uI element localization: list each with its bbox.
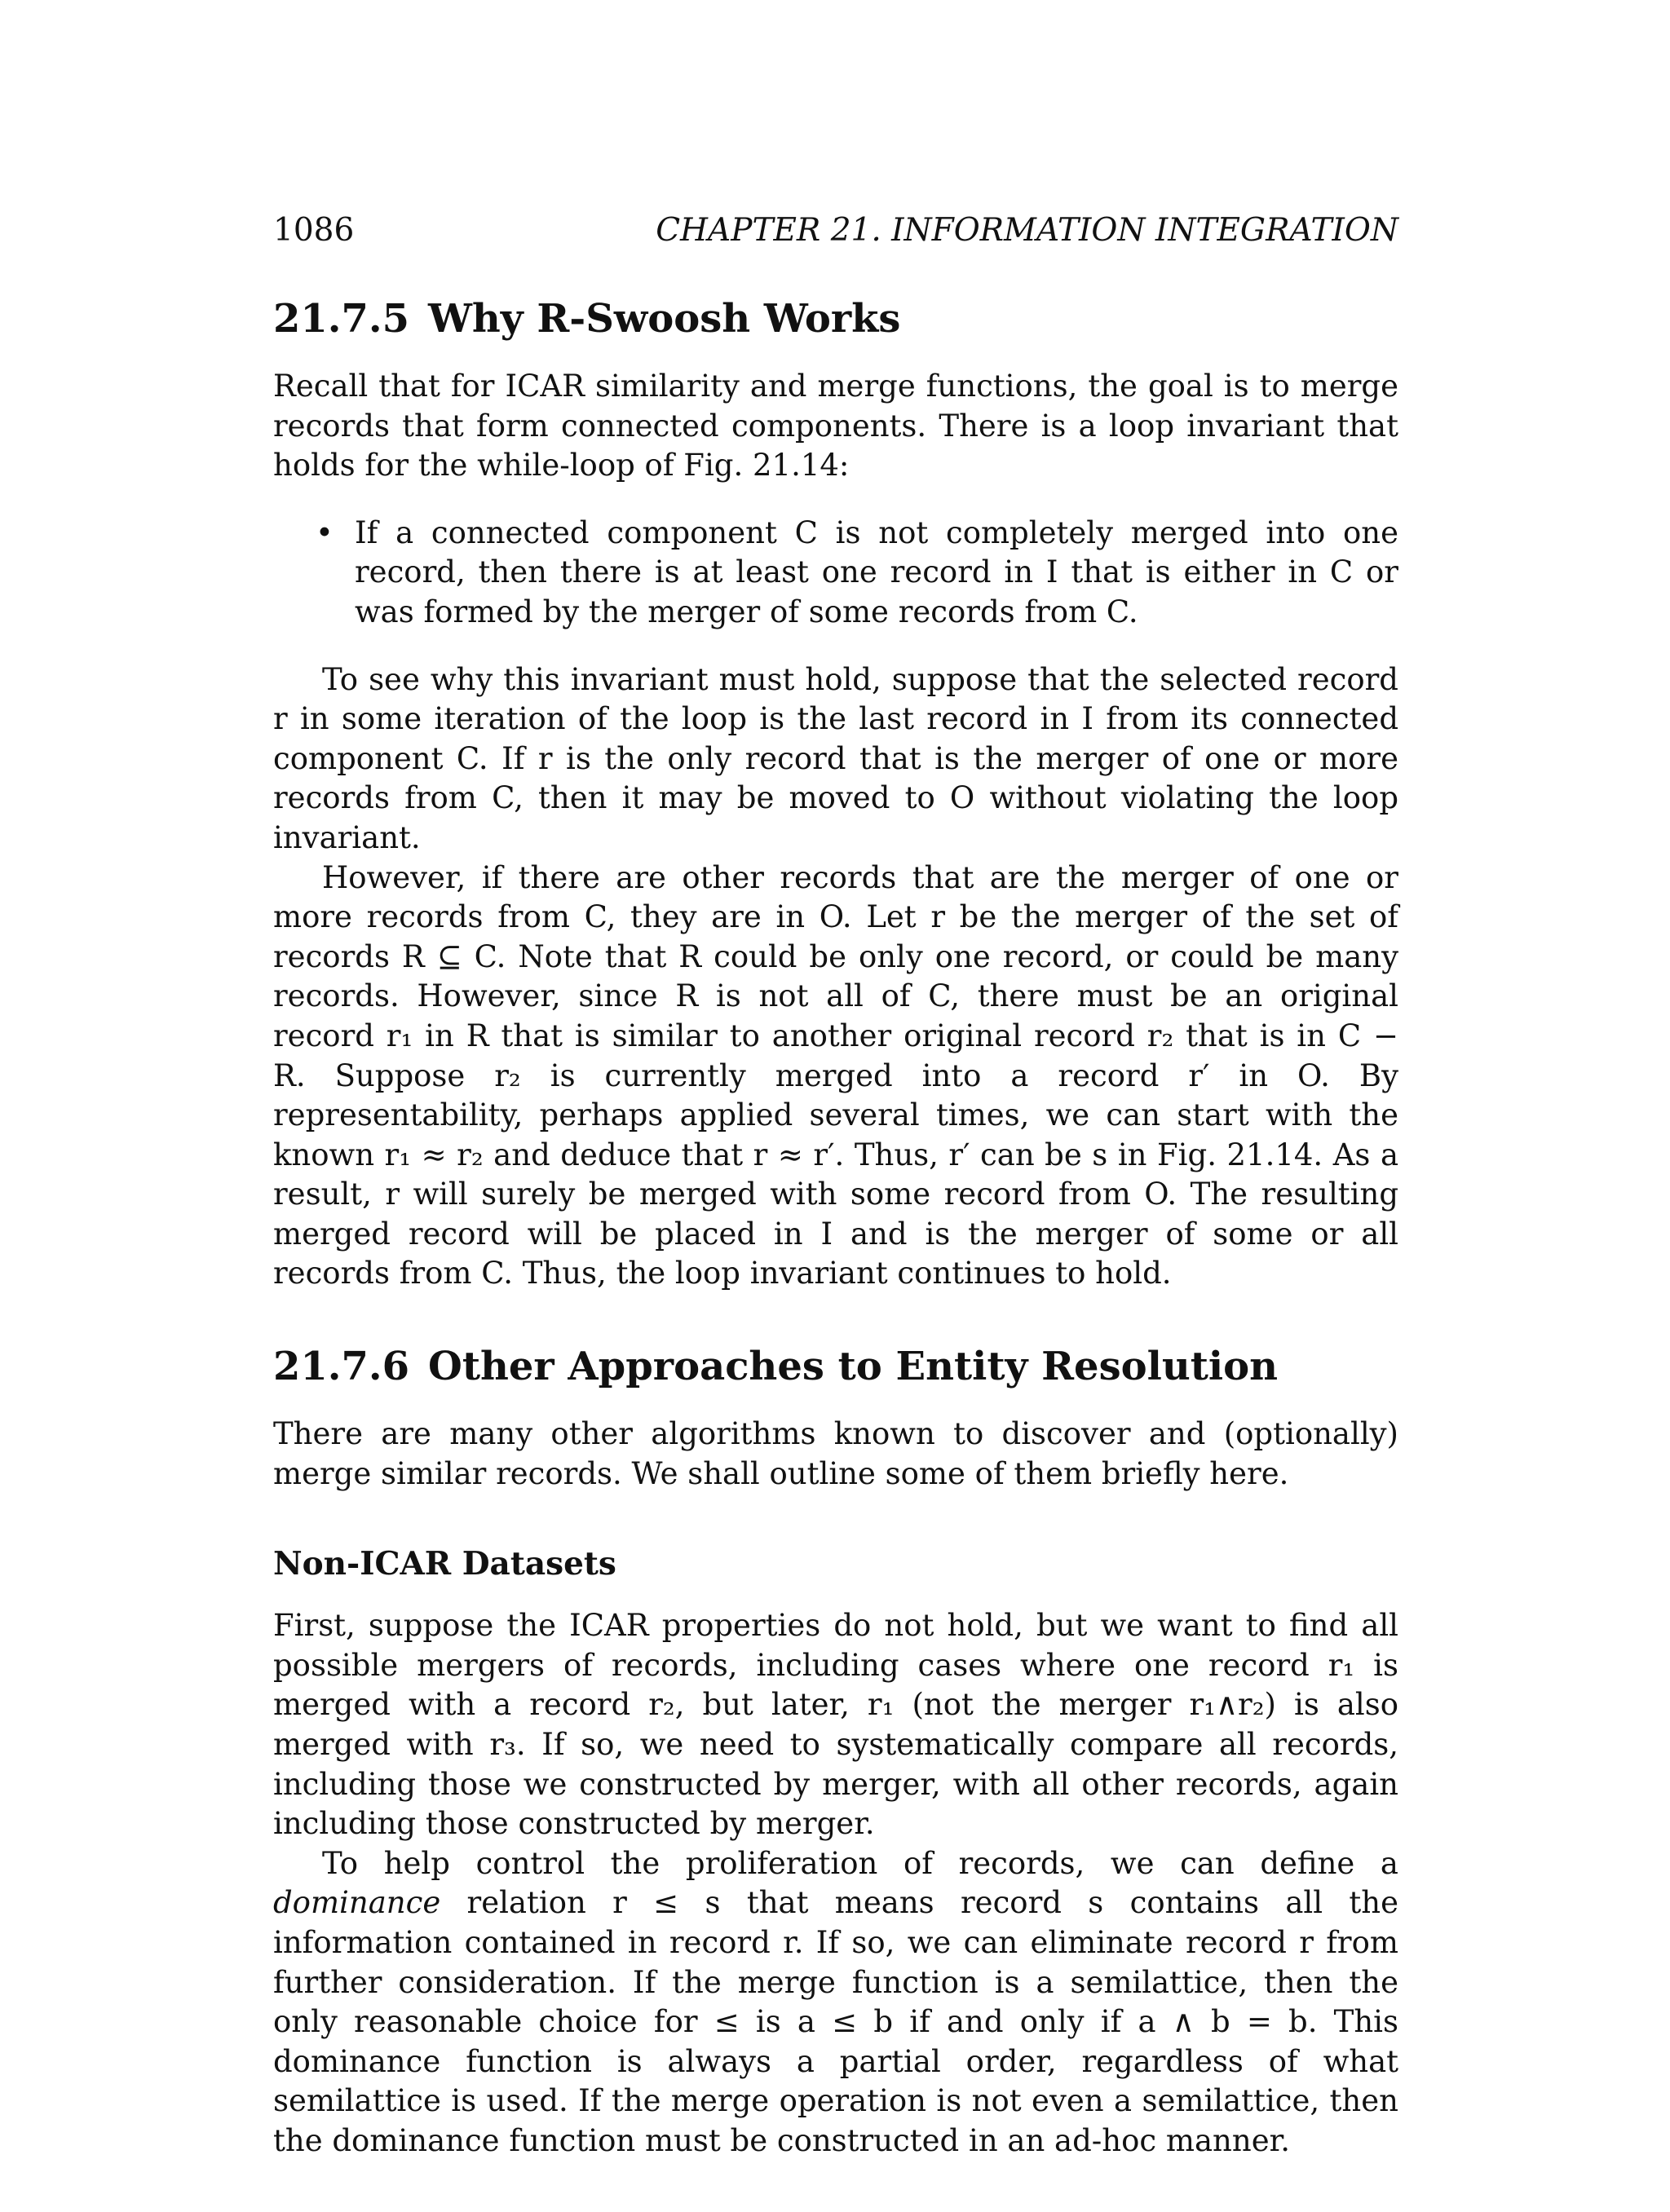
paragraph: There are many other algorithms known to discover and (optionally) merge similar records. We shall outline some of them briefly here. xyxy=(273,1416,1398,1491)
paragraph: However, if there are other records that are the merger of one or more records from C, they are in O. Let r be the merger of the set of records R ⊆ C. Note that R could be only one record, or could be many records. However, since R is not all of C, there must be an original record r₁ in R that is similar to another original record r₂ that is in C − R. Suppose r₂ is currently merged into a record r′ in O. By representability, perhaps applied several times, we can start with the known r₁ ≈ r₂ and deduce that r ≈ r′. Thus, r′ can be s in Fig. 21.14. As a result, r will surely be merged with some record from O. The resulting merged record will be placed in I and is the merger of some or all records from C. Thus, the loop invariant continues to hold. xyxy=(273,859,1398,1291)
paragraph: First, suppose the ICAR properties do not hold, but we want to find all possible mergers of records, including cases where one record r₁ is merged with a record r₂, but later, r₁ (not the merger r₁∧r₂) is also merged with r₃. If so, we need to systematically compare all records, including those we constructed by merger, with all other records, again including those constructed by merger. xyxy=(273,1608,1398,1842)
running-title: CHAPTER 21. INFORMATION INTEGRATION xyxy=(656,212,1398,249)
paragraph: Recall that for ICAR similarity and merge functions, the goal is to merge records that form connected components. There is a loop invariant that holds for the while-loop of Fig. 21.14: xyxy=(273,369,1398,483)
page-number: 1086 xyxy=(273,212,355,249)
paragraph: To see why this invariant must hold, suppose that the selected record r in some iteration of the loop is the last record in I from its connected component C. If r is the only record that is the merger of one or more records from C, then it may be moved to O without violating the loop invariant. xyxy=(273,661,1398,855)
subsection-heading: Non-ICAR Datasets xyxy=(273,1545,616,1583)
paragraph xyxy=(273,1844,1398,2161)
section-heading-21-7-6 xyxy=(273,1341,1398,1392)
section-heading-21-7-5 xyxy=(273,294,1398,344)
section-title: Other Approaches to Entity Resolution xyxy=(428,1344,1279,1390)
running-header xyxy=(273,210,1398,251)
paragraph-text: To help control the proliferation of records, we can define a xyxy=(322,1845,1398,1881)
page-body xyxy=(273,294,1398,2161)
section-title: Why R-Swoosh Works xyxy=(428,296,901,342)
bullet-dot: • xyxy=(316,514,334,550)
section-number: 21.7.6 xyxy=(273,1344,410,1390)
section-number: 21.7.5 xyxy=(273,296,410,342)
emphasized-term: dominance xyxy=(273,1885,441,1921)
bullet-text: If a connected component C is not completely merged into one record, then there is at least one record in I that is either in C or was formed by the merger of some records from C. xyxy=(355,514,1398,629)
bullet-item xyxy=(273,514,1398,633)
paragraph-text: relation r ≤ s that means record s contains all the information contained in record r. If so, we can eliminate record r from further consideration. If the merge function is a semilattice, then the only reasonable choice for ≤ is a ≤ b if and only if a ∧ b = b. This dominance function is always a partial order, regardless of what semilattice is used. If the merge operation is not even a semilattice, then the dominance function must be constructed in an ad-hoc manner. xyxy=(273,1885,1398,2158)
